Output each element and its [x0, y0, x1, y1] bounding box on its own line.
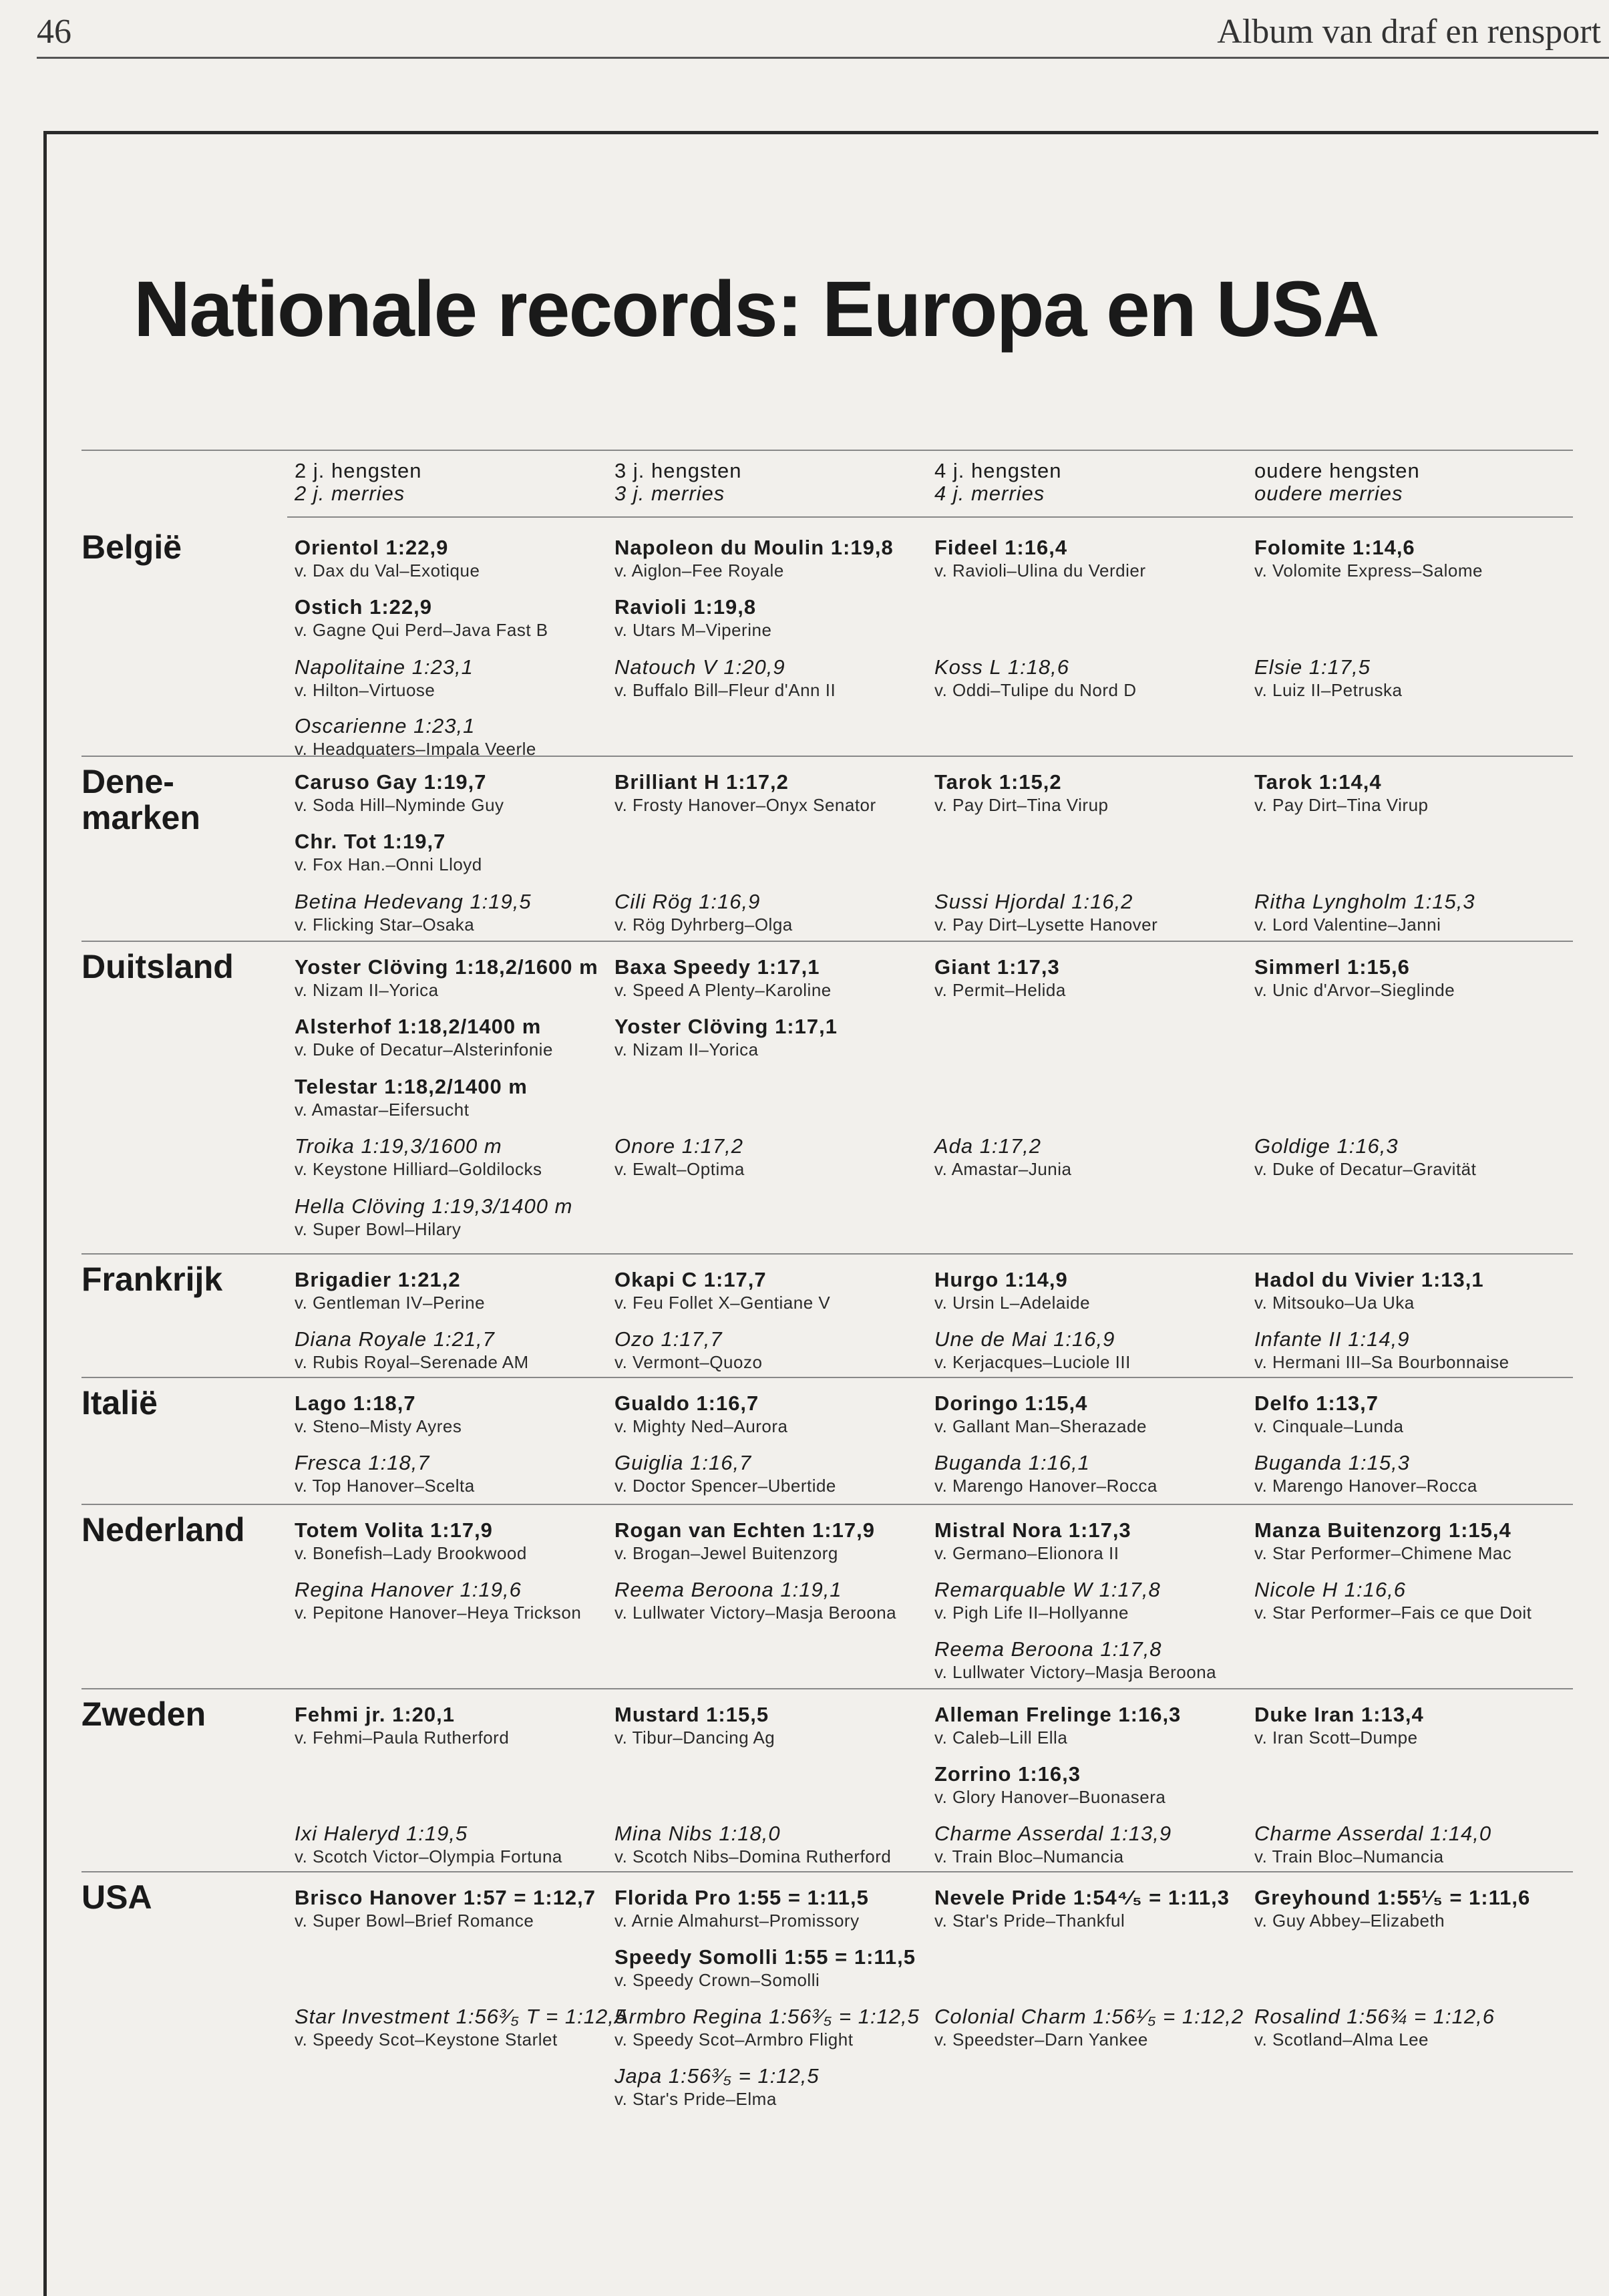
- column-header: [1254, 460, 1420, 505]
- horse-pedigree: v. Ravioli–Ulina du Verdier: [934, 560, 1146, 581]
- horse-pedigree: v. Nizam II–Yorica: [295, 980, 439, 1000]
- horse-pedigree: v. Hermani III–Sa Bourbonnaise: [1254, 1352, 1509, 1372]
- horse-record: Brigadier 1:21,2: [295, 1268, 461, 1291]
- record-entry: [934, 890, 1252, 935]
- horse-record: Okapi C 1:17,7: [614, 1268, 767, 1291]
- horse-record: Simmerl 1:15,6: [1254, 955, 1410, 979]
- horse-record: Goldige 1:16,3: [1254, 1134, 1399, 1158]
- record-entry: [295, 536, 612, 581]
- record-entry: [614, 1703, 932, 1748]
- country-name: [81, 949, 234, 985]
- record-entry: [934, 1451, 1252, 1496]
- header-rule: [37, 57, 1609, 59]
- horse-pedigree: v. Kerjacques–Luciole III: [934, 1352, 1131, 1372]
- country-name: [81, 764, 200, 836]
- horse-pedigree: v. Pay Dirt–Tina Virup: [934, 795, 1109, 815]
- horse-record: Fideel 1:16,4: [934, 536, 1068, 559]
- table-top-rule: [81, 450, 1573, 451]
- record-entry: [614, 2064, 932, 2110]
- record-entry: [614, 1391, 932, 1437]
- record-entry: [614, 1945, 932, 1991]
- horse-record: Buganda 1:16,1: [934, 1451, 1090, 1474]
- column-header-male: 3 j. hengsten: [614, 459, 742, 482]
- horse-record: Speedy Somolli 1:55 = 1:11,5: [614, 1945, 916, 1969]
- record-entry: [1254, 1703, 1572, 1748]
- record-entry: [614, 1886, 932, 1931]
- horse-pedigree: v. Super Bowl–Hilary: [295, 1219, 462, 1239]
- horse-pedigree: v. Speedster–Darn Yankee: [934, 2029, 1148, 2049]
- horse-pedigree: v. Unic d'Arvor–Sieglinde: [1254, 980, 1455, 1000]
- record-entry: [614, 1578, 932, 1623]
- record-entry: [934, 536, 1252, 581]
- horse-record: Caruso Gay 1:19,7: [295, 770, 487, 794]
- horse-record: Hurgo 1:14,9: [934, 1268, 1068, 1291]
- record-entry: [295, 1015, 612, 1060]
- horse-pedigree: v. Pay Dirt–Lysette Hanover: [934, 915, 1158, 935]
- record-entry: [1254, 655, 1572, 701]
- horse-pedigree: v. Speed A Plenty–Karoline: [614, 980, 832, 1000]
- horse-pedigree: v. Ursin L–Adelaide: [934, 1293, 1091, 1313]
- horse-pedigree: v. Dax du Val–Exotique: [295, 560, 480, 581]
- horse-record: Rogan van Echten 1:17,9: [614, 1518, 875, 1542]
- horse-record: Yoster Clöving 1:17,1: [614, 1015, 838, 1038]
- horse-record: Manza Buitenzorg 1:15,4: [1254, 1518, 1511, 1542]
- record-entry: [295, 890, 612, 935]
- country-divider: [81, 1253, 1573, 1255]
- horse-record: Ozo 1:17,7: [614, 1327, 723, 1351]
- country-name-line: USA: [81, 1878, 152, 1916]
- horse-pedigree: v. Cinquale–Lunda: [1254, 1416, 1404, 1436]
- horse-record: Ritha Lyngholm 1:15,3: [1254, 890, 1475, 913]
- record-entry: [1254, 536, 1572, 581]
- horse-pedigree: v. Germano–Elionora II: [934, 1543, 1119, 1563]
- record-entry: [614, 1327, 932, 1373]
- country-name-line: Italië: [81, 1384, 158, 1422]
- record-entry: [295, 830, 612, 875]
- record-entry: [614, 1518, 932, 1564]
- record-entry: [614, 595, 932, 641]
- horse-record: Diana Royale 1:21,7: [295, 1327, 495, 1351]
- record-entry: [934, 1762, 1252, 1808]
- horse-pedigree: v. Tibur–Dancing Ag: [614, 1728, 775, 1748]
- horse-record: Napolitaine 1:23,1: [295, 655, 474, 679]
- horse-record: Alsterhof 1:18,2/1400 m: [295, 1015, 542, 1038]
- horse-record: Charme Asserdal 1:13,9: [934, 1822, 1172, 1845]
- horse-record: Oscarienne 1:23,1: [295, 714, 476, 737]
- country-divider: [81, 1504, 1573, 1505]
- horse-record: Greyhound 1:55¹⁄₅ = 1:11,6: [1254, 1886, 1531, 1909]
- horse-pedigree: v. Utars M–Viperine: [614, 620, 772, 640]
- horse-record: Armbro Regina 1:56³⁄₅ = 1:12,5: [614, 2005, 920, 2028]
- column-header-female: 2 j. merries: [295, 482, 405, 505]
- record-entry: [934, 655, 1252, 701]
- horse-record: Hella Clöving 1:19,3/1400 m: [295, 1194, 573, 1218]
- horse-record: Guiglia 1:16,7: [614, 1451, 752, 1474]
- record-entry: [934, 1886, 1252, 1931]
- record-entry: [614, 955, 932, 1001]
- horse-record: Brisco Hanover 1:57 = 1:12,7: [295, 1886, 596, 1909]
- horse-pedigree: v. Steno–Misty Ayres: [295, 1416, 462, 1436]
- record-entry: [614, 536, 932, 581]
- record-entry: [295, 1268, 612, 1313]
- country-name-line: Zweden: [81, 1695, 206, 1733]
- record-entry: [295, 1886, 612, 1931]
- horse-record: Folomite 1:14,6: [1254, 536, 1415, 559]
- record-entry: [295, 714, 612, 760]
- horse-pedigree: v. Star's Pride–Thankful: [934, 1911, 1125, 1931]
- horse-record: Ixi Haleryd 1:19,5: [295, 1822, 468, 1845]
- record-entry: [1254, 1886, 1572, 1931]
- horse-record: Nevele Pride 1:54⁴⁄₅ = 1:11,3: [934, 1886, 1230, 1909]
- horse-pedigree: v. Luiz II–Petruska: [1254, 680, 1403, 700]
- horse-record: Tarok 1:14,4: [1254, 770, 1382, 794]
- horse-record: Japa 1:56³⁄₅ = 1:12,5: [614, 2064, 820, 2088]
- record-entry: [295, 1134, 612, 1180]
- horse-pedigree: v. Flicking Star–Osaka: [295, 915, 475, 935]
- horse-record: Reema Beroona 1:19,1: [614, 1578, 842, 1601]
- horse-pedigree: v. Ewalt–Optima: [614, 1159, 745, 1179]
- record-entry: [614, 1822, 932, 1867]
- column-header-rule: [287, 516, 1573, 518]
- horse-pedigree: v. Super Bowl–Brief Romance: [295, 1911, 534, 1931]
- horse-record: Betina Hedevang 1:19,5: [295, 890, 532, 913]
- horse-pedigree: v. Permit–Helida: [934, 980, 1066, 1000]
- horse-pedigree: v. Mighty Ned–Aurora: [614, 1416, 788, 1436]
- horse-pedigree: v. Marengo Hanover–Rocca: [1254, 1476, 1477, 1496]
- record-entry: [295, 1327, 612, 1373]
- horse-record: Napoleon du Moulin 1:19,8: [614, 536, 894, 559]
- horse-pedigree: v. Train Bloc–Numancia: [1254, 1846, 1444, 1866]
- horse-pedigree: v. Train Bloc–Numancia: [934, 1846, 1124, 1866]
- horse-pedigree: v. Pigh Life II–Hollyanne: [934, 1603, 1129, 1623]
- horse-record: Cili Rög 1:16,9: [614, 890, 761, 913]
- horse-record: Chr. Tot 1:19,7: [295, 830, 446, 853]
- horse-record: Star Investment 1:56³⁄₅ T = 1:12,5: [295, 2005, 627, 2028]
- record-entry: [295, 655, 612, 701]
- record-entry: [934, 770, 1252, 816]
- page-number: 46: [37, 13, 71, 51]
- horse-record: Ostich 1:22,9: [295, 595, 432, 619]
- horse-pedigree: v. Oddi–Tulipe du Nord D: [934, 680, 1137, 700]
- record-entry: [295, 1451, 612, 1496]
- horse-record: Remarquable W 1:17,8: [934, 1578, 1161, 1601]
- horse-record: Ada 1:17,2: [934, 1134, 1041, 1158]
- horse-record: Charme Asserdal 1:14,0: [1254, 1822, 1492, 1845]
- record-entry: [295, 1194, 612, 1240]
- record-entry: [614, 1268, 932, 1313]
- horse-record: Delfo 1:13,7: [1254, 1391, 1379, 1415]
- horse-record: Elsie 1:17,5: [1254, 655, 1371, 679]
- horse-record: Zorrino 1:16,3: [934, 1762, 1081, 1786]
- horse-record: Gualdo 1:16,7: [614, 1391, 759, 1415]
- country-name-line: België: [81, 528, 182, 566]
- record-entry: [1254, 1518, 1572, 1564]
- horse-pedigree: v. Mitsouko–Ua Uka: [1254, 1293, 1415, 1313]
- country-name: [81, 529, 182, 565]
- column-header: [934, 460, 1062, 505]
- record-entry: [295, 1391, 612, 1437]
- column-header-male: oudere hengsten: [1254, 459, 1420, 482]
- horse-pedigree: v. Hilton–Virtuose: [295, 680, 435, 700]
- page-title: Nationale records: Europa en USA: [134, 265, 1379, 353]
- horse-record: Buganda 1:15,3: [1254, 1451, 1410, 1474]
- horse-record: Onore 1:17,2: [614, 1134, 743, 1158]
- record-entry: [934, 955, 1252, 1001]
- record-entry: [934, 1518, 1252, 1564]
- record-entry: [934, 1578, 1252, 1623]
- column-header-female: 4 j. merries: [934, 482, 1045, 505]
- record-entry: [1254, 1327, 1572, 1373]
- country-name: [81, 1512, 245, 1548]
- record-entry: [614, 1134, 932, 1180]
- horse-pedigree: v. Speedy Scot–Armbro Flight: [614, 2029, 854, 2049]
- horse-pedigree: v. Caleb–Lill Ella: [934, 1728, 1068, 1748]
- horse-record: Colonial Charm 1:56¹⁄₅ = 1:12,2: [934, 2005, 1244, 2028]
- country-name: [81, 1879, 152, 1915]
- horse-record: Giant 1:17,3: [934, 955, 1060, 979]
- country-name: [81, 1385, 158, 1421]
- horse-pedigree: v. Scotland–Alma Lee: [1254, 2029, 1429, 2049]
- horse-record: Orientol 1:22,9: [295, 536, 449, 559]
- horse-pedigree: v. Aiglon–Fee Royale: [614, 560, 784, 581]
- horse-pedigree: v. Star Performer–Fais ce que Doit: [1254, 1603, 1532, 1623]
- record-entry: [614, 890, 932, 935]
- record-entry: [1254, 890, 1572, 935]
- column-header-male: 2 j. hengsten: [295, 459, 422, 482]
- record-entry: [1254, 1134, 1572, 1180]
- horse-pedigree: v. Fox Han.–Onni Lloyd: [295, 854, 482, 874]
- horse-pedigree: v. Speedy Scot–Keystone Starlet: [295, 2029, 558, 2049]
- horse-pedigree: v. Amastar–Eifersucht: [295, 1100, 470, 1120]
- record-entry: [614, 1015, 932, 1060]
- horse-pedigree: v. Rubis Royal–Serenade AM: [295, 1352, 529, 1372]
- horse-pedigree: v. Pay Dirt–Tina Virup: [1254, 795, 1429, 815]
- horse-record: Yoster Clöving 1:18,2/1600 m: [295, 955, 598, 979]
- horse-record: Rosalind 1:56¾ = 1:12,6: [1254, 2005, 1495, 2028]
- horse-pedigree: v. Volomite Express–Salome: [1254, 560, 1483, 581]
- horse-pedigree: v. Lord Valentine–Janni: [1254, 915, 1441, 935]
- column-header-male: 4 j. hengsten: [934, 459, 1062, 482]
- horse-pedigree: v. Gallant Man–Sherazade: [934, 1416, 1147, 1436]
- horse-pedigree: v. Star Performer–Chimene Mac: [1254, 1543, 1512, 1563]
- country-divider: [81, 756, 1573, 757]
- record-entry: [1254, 1391, 1572, 1437]
- horse-pedigree: v. Amastar–Junia: [934, 1159, 1072, 1179]
- record-entry: [295, 1075, 612, 1120]
- country-divider: [81, 1377, 1573, 1378]
- record-entry: [295, 595, 612, 641]
- horse-pedigree: v. Arnie Almahurst–Promissory: [614, 1911, 860, 1931]
- horse-pedigree: v. Gagne Qui Perd–Java Fast B: [295, 620, 548, 640]
- record-entry: [934, 1822, 1252, 1867]
- column-header: [614, 460, 742, 505]
- country-name-line: Nederland: [81, 1511, 245, 1548]
- record-entry: [295, 770, 612, 816]
- horse-record: Florida Pro 1:55 = 1:11,5: [614, 1886, 869, 1909]
- horse-pedigree: v. Glory Hanover–Buonasera: [934, 1787, 1166, 1807]
- horse-record: Troika 1:19,3/1600 m: [295, 1134, 502, 1158]
- country-name-line: Duitsland: [81, 948, 234, 985]
- record-entry: [295, 1703, 612, 1748]
- country-divider: [81, 941, 1573, 942]
- horse-pedigree: v. Star's Pride–Elma: [614, 2089, 777, 2109]
- record-entry: [614, 770, 932, 816]
- horse-record: Hadol du Vivier 1:13,1: [1254, 1268, 1484, 1291]
- running-title: Album van draf en rensport: [1217, 13, 1601, 51]
- horse-pedigree: v. Top Hanover–Scelta: [295, 1476, 475, 1496]
- horse-record: Duke Iran 1:13,4: [1254, 1703, 1424, 1726]
- column-header-female: 3 j. merries: [614, 482, 725, 505]
- horse-pedigree: v. Headquaters–Impala Veerle: [295, 739, 536, 759]
- horse-record: Natouch V 1:20,9: [614, 655, 785, 679]
- horse-record: Fehmi jr. 1:20,1: [295, 1703, 455, 1726]
- horse-pedigree: v. Lullwater Victory–Masja Beroona: [934, 1662, 1217, 1682]
- record-entry: [295, 1822, 612, 1867]
- record-entry: [614, 655, 932, 701]
- horse-pedigree: v. Soda Hill–Nyminde Guy: [295, 795, 504, 815]
- record-entry: [1254, 955, 1572, 1001]
- country-divider: [81, 1688, 1573, 1689]
- horse-record: Lago 1:18,7: [295, 1391, 416, 1415]
- country-name-line: Dene-: [81, 763, 174, 800]
- horse-pedigree: v. Buffalo Bill–Fleur d'Ann II: [614, 680, 836, 700]
- record-entry: [934, 1637, 1252, 1683]
- horse-record: Infante II 1:14,9: [1254, 1327, 1410, 1351]
- record-entry: [295, 955, 612, 1001]
- horse-record: Koss L 1:18,6: [934, 655, 1070, 679]
- horse-pedigree: v. Scotch Victor–Olympia Fortuna: [295, 1846, 562, 1866]
- horse-record: Baxa Speedy 1:17,1: [614, 955, 820, 979]
- horse-record: Totem Volita 1:17,9: [295, 1518, 493, 1542]
- horse-record: Tarok 1:15,2: [934, 770, 1062, 794]
- record-entry: [295, 1518, 612, 1564]
- horse-pedigree: v. Feu Follet X–Gentiane V: [614, 1293, 831, 1313]
- record-entry: [934, 1268, 1252, 1313]
- country-name-line: marken: [81, 799, 200, 836]
- record-entry: [1254, 1822, 1572, 1867]
- record-entry: [614, 2005, 932, 2050]
- horse-record: Mustard 1:15,5: [614, 1703, 769, 1726]
- record-entry: [1254, 1268, 1572, 1313]
- country-name: [81, 1261, 222, 1297]
- horse-record: Une de Mai 1:16,9: [934, 1327, 1115, 1351]
- horse-record: Mistral Nora 1:17,3: [934, 1518, 1131, 1542]
- horse-pedigree: v. Duke of Decatur–Alsterinfonie: [295, 1039, 553, 1059]
- horse-record: Regina Hanover 1:19,6: [295, 1578, 522, 1601]
- record-entry: [934, 1391, 1252, 1437]
- horse-record: Fresca 1:18,7: [295, 1451, 430, 1474]
- horse-pedigree: v. Brogan–Jewel Buitenzorg: [614, 1543, 838, 1563]
- country-divider: [81, 1871, 1573, 1872]
- column-header-female: oudere merries: [1254, 482, 1403, 505]
- horse-pedigree: v. Gentleman IV–Perine: [295, 1293, 486, 1313]
- horse-record: Telestar 1:18,2/1400 m: [295, 1075, 528, 1098]
- country-name-line: Frankrijk: [81, 1261, 223, 1298]
- horse-pedigree: v. Nizam II–Yorica: [614, 1039, 759, 1059]
- horse-pedigree: v. Scotch Nibs–Domina Rutherford: [614, 1846, 892, 1866]
- record-entry: [1254, 2005, 1572, 2050]
- horse-record: Doringo 1:15,4: [934, 1391, 1088, 1415]
- horse-pedigree: v. Frosty Hanover–Onyx Senator: [614, 795, 876, 815]
- horse-record: Alleman Frelinge 1:16,3: [934, 1703, 1182, 1726]
- country-name: [81, 1696, 206, 1732]
- horse-pedigree: v. Vermont–Quozo: [614, 1352, 763, 1372]
- horse-record: Nicole H 1:16,6: [1254, 1578, 1406, 1601]
- record-entry: [1254, 1451, 1572, 1496]
- record-entry: [295, 1578, 612, 1623]
- horse-pedigree: v. Bonefish–Lady Brookwood: [295, 1543, 527, 1563]
- record-entry: [1254, 1578, 1572, 1623]
- horse-pedigree: v. Pepitone Hanover–Heya Trickson: [295, 1603, 582, 1623]
- horse-pedigree: v. Rög Dyhrberg–Olga: [614, 915, 793, 935]
- horse-pedigree: v. Keystone Hilliard–Goldilocks: [295, 1159, 542, 1179]
- column-header: [295, 460, 422, 505]
- horse-record: Sussi Hjordal 1:16,2: [934, 890, 1133, 913]
- horse-record: Mina Nibs 1:18,0: [614, 1822, 781, 1845]
- horse-record: Reema Beroona 1:17,8: [934, 1637, 1162, 1661]
- horse-pedigree: v. Iran Scott–Dumpe: [1254, 1728, 1418, 1748]
- record-entry: [934, 1134, 1252, 1180]
- horse-pedigree: v. Marengo Hanover–Rocca: [934, 1476, 1157, 1496]
- record-entry: [934, 2005, 1252, 2050]
- horse-pedigree: v. Guy Abbey–Elizabeth: [1254, 1911, 1445, 1931]
- horse-record: Ravioli 1:19,8: [614, 595, 757, 619]
- horse-pedigree: v. Fehmi–Paula Rutherford: [295, 1728, 510, 1748]
- horse-pedigree: v. Lullwater Victory–Masja Beroona: [614, 1603, 897, 1623]
- record-entry: [1254, 770, 1572, 816]
- record-entry: [934, 1703, 1252, 1748]
- horse-pedigree: v. Doctor Spencer–Ubertide: [614, 1476, 836, 1496]
- horse-pedigree: v. Duke of Decatur–Gravität: [1254, 1159, 1477, 1179]
- record-entry: [295, 2005, 627, 2050]
- horse-pedigree: v. Speedy Crown–Somolli: [614, 1970, 820, 1990]
- record-entry: [614, 1451, 932, 1496]
- horse-record: Brilliant H 1:17,2: [614, 770, 789, 794]
- record-entry: [934, 1327, 1252, 1373]
